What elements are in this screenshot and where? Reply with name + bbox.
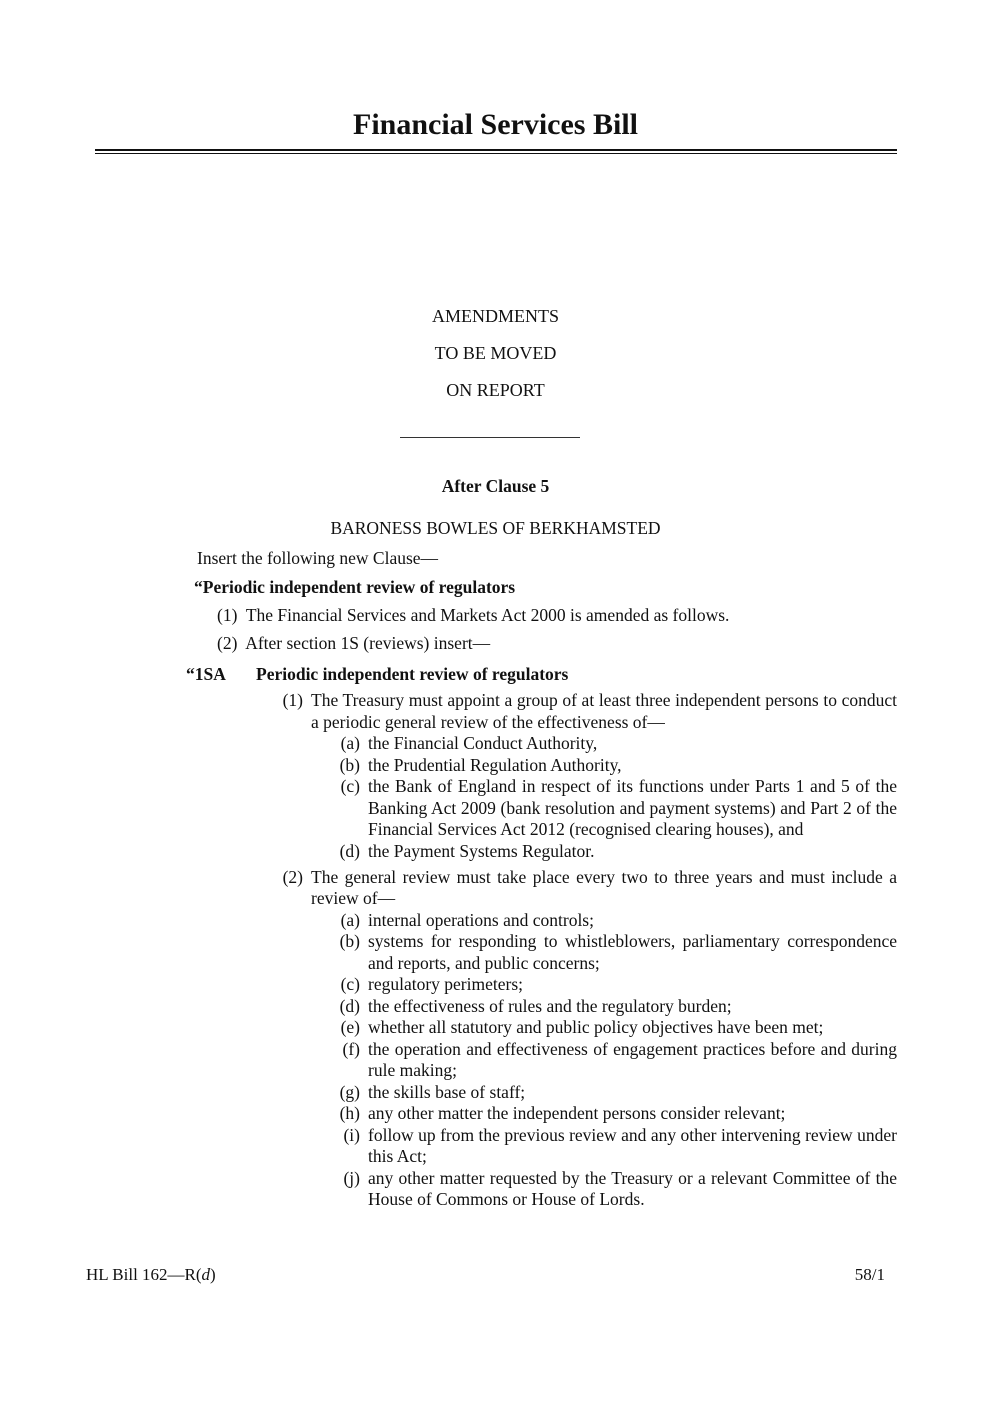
item-text: follow up from the previous review and any other intervening review under this Act; <box>368 1124 897 1166</box>
item-number: (c) <box>340 974 360 994</box>
clause-subsection-2 <box>217 633 917 654</box>
mover-name: BARONESS BOWLES OF BERKHAMSTED <box>330 518 661 538</box>
section-body <box>276 690 897 1211</box>
subsection-number: (2) <box>217 633 238 653</box>
list-item <box>311 931 897 974</box>
subsection-number: (1) <box>282 690 303 710</box>
bill-reference-text: HL Bill 162—R( <box>86 1265 202 1284</box>
item-text: the skills base of staff; <box>368 1081 526 1102</box>
list-item <box>311 996 897 1018</box>
item-number: (f) <box>342 1038 360 1059</box>
bill-reference-close: ) <box>210 1265 216 1284</box>
item-text: the Payment Systems Regulator. <box>368 840 595 861</box>
list-item <box>311 1017 897 1039</box>
item-text: the operation and effectiveness of engagement practices before and during rule making; <box>368 1038 897 1080</box>
divider <box>400 437 580 438</box>
list-item <box>311 1125 897 1168</box>
cover-line-2: TO BE MOVED <box>434 343 557 363</box>
item-number: (i) <box>343 1124 360 1145</box>
section-number: “1SA <box>186 664 226 684</box>
after-clause-heading: After Clause 5 <box>441 476 550 496</box>
list-item <box>311 1168 897 1211</box>
subsection-text: The Treasury must appoint a group of at least three independent persons to conduct a periodic general review of the effectiveness of— <box>311 690 897 732</box>
item-number: (d) <box>339 840 360 861</box>
section-subsection-1 <box>276 690 897 733</box>
list-item <box>311 910 897 932</box>
document-title: Financial Services Bill <box>353 108 638 141</box>
subsection-number: (1) <box>217 605 238 625</box>
item-text: the Prudential Regulation Authority, <box>368 754 622 775</box>
insert-instruction: Insert the following new Clause— <box>197 548 439 568</box>
list-item <box>311 974 897 996</box>
item-text: the Bank of England in respect of its functions under Parts 1 and 5 of the Banking Act 2009 (bank resolution and payment systems) and Part 2 of the Financial Services Act 2012 (recognised clearing houses), and <box>368 776 897 839</box>
item-text: regulatory perimeters; <box>368 974 524 994</box>
page-number: 58/1 <box>854 1265 885 1284</box>
title-rule <box>95 149 897 151</box>
clause-subsection-1 <box>217 605 917 626</box>
list-item <box>311 733 897 755</box>
list-item <box>311 1082 897 1104</box>
section-heading: Periodic independent review of regulators <box>256 664 569 684</box>
cover-line-1: AMENDMENTS <box>431 306 559 326</box>
section-subsection-2 <box>276 867 897 910</box>
item-text: any other matter requested by the Treasury or a relevant Committee of the House of Commons or House of Lords. <box>368 1167 897 1209</box>
list-item <box>311 776 897 841</box>
cover-line-3: ON REPORT <box>446 380 545 400</box>
item-text: the Financial Conduct Authority, <box>368 733 598 753</box>
subsection-text: The Financial Services and Markets Act 2000 is amended as follows. <box>245 605 730 625</box>
item-number: (d) <box>339 995 360 1016</box>
bill-reference <box>86 1265 216 1285</box>
item-text: whether all statutory and public policy objectives have been met; <box>368 1017 824 1037</box>
item-text: the effectiveness of rules and the regulatory burden; <box>368 995 732 1016</box>
subsection-number: (2) <box>282 866 303 887</box>
item-number: (h) <box>339 1103 360 1123</box>
item-number: (b) <box>339 754 360 775</box>
clause-heading: “Periodic independent review of regulators <box>194 577 516 597</box>
item-number: (a) <box>340 733 360 753</box>
item-text: internal operations and controls; <box>368 909 594 930</box>
list-item <box>311 755 897 777</box>
item-number: (j) <box>343 1167 360 1188</box>
subsection-text: The general review must take place every two to three years and must include a review of— <box>311 866 897 908</box>
item-number: (c) <box>340 776 360 796</box>
item-number: (b) <box>339 931 360 951</box>
title-rule-thin <box>95 153 897 154</box>
item-number: (g) <box>339 1081 360 1102</box>
list-item <box>311 841 897 863</box>
bill-reference-suffix: d <box>201 1265 211 1284</box>
item-text: any other matter the independent persons consider relevant; <box>368 1103 786 1123</box>
item-number: (e) <box>340 1017 360 1037</box>
list-item <box>311 1039 897 1082</box>
item-text: systems for responding to whistleblowers, parliamentary correspondence and reports, and public concerns; <box>368 931 897 973</box>
item-number: (a) <box>340 909 360 930</box>
subsection-text: After section 1S (reviews) insert— <box>245 633 491 653</box>
list-item <box>311 1103 897 1125</box>
